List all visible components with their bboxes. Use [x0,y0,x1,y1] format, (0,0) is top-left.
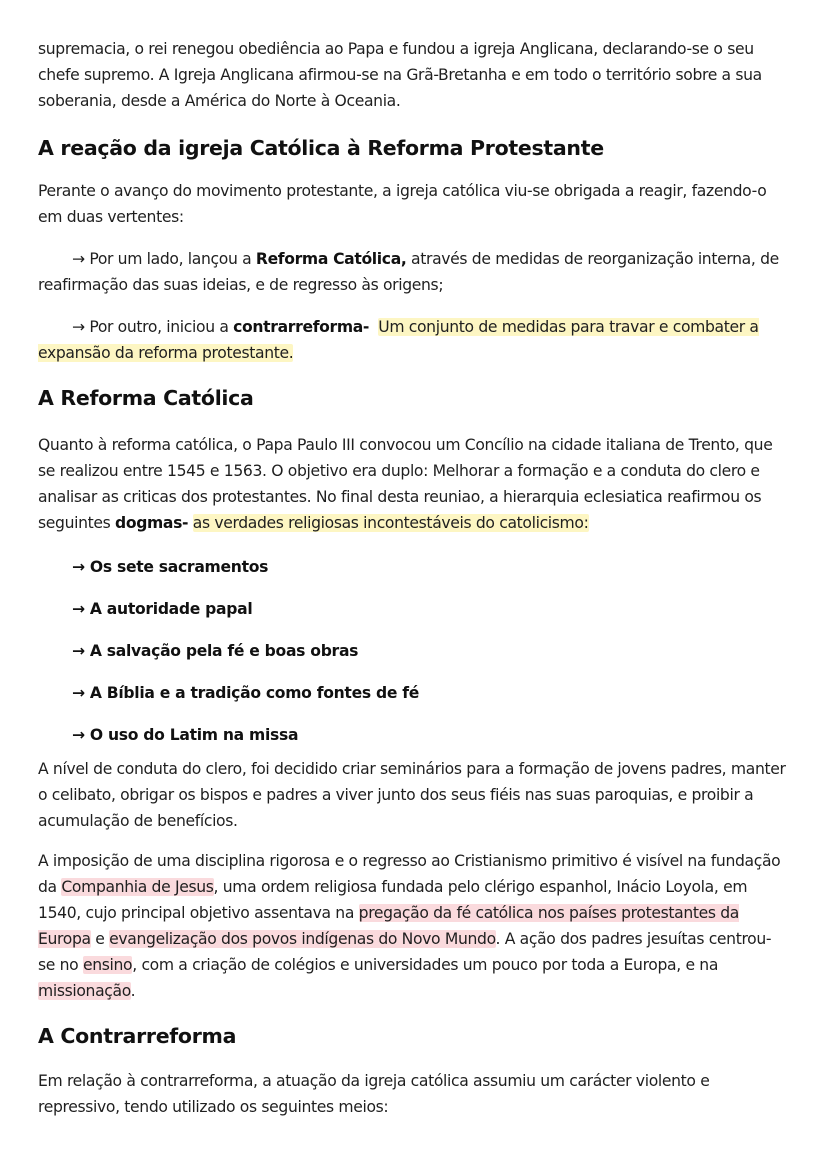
text-run: . A ação dos padres jesuítas centrou-se no [38,930,772,974]
reaction-item-reforma-catolica [38,246,788,298]
highlight-missionacao: missionação [38,982,131,1000]
clergy-paragraph: A nível de conduta do clero, foi decidido criar seminários para a formação de jovens padres, manter o celibato, obrigar os bispos e padres a viver junto dos seus fiéis nas suas paroquias, e proibir a acumulação de benefícios. [38,760,786,830]
item-prefix: Por outro, iniciou a [89,318,234,336]
trento-paragraph [38,432,788,536]
heading-contrarreforma: A Contrarreforma [38,1024,237,1048]
dogma-item: → A autoridade papal [72,600,253,618]
intro-paragraph: supremacia, o rei renegou obediência ao Papa e fundou a igreja Anglicana, declarando-se o seu chefe supremo. A Igreja Anglicana afirmou-se na Grã-Bretanha e em todo o território sobre a sua soberania, desde a América do Norte à Oceania. [38,40,762,110]
heading-reforma-catolica: A Reforma Católica [38,386,254,410]
item-bold-term: Reforma Católica, [255,250,407,268]
text-run: . [130,982,136,1000]
text-run: , com a criação de colégios e universidades um pouco por toda a Europa, e na [132,956,719,974]
dogma-item: → A salvação pela fé e boas obras [72,642,359,660]
item-rest: através de medidas de reorganização interna, de reafirmação das suas ideias, e de regresso às origens; [38,250,779,294]
trento-text: Quanto à reforma católica, o Papa Paulo III convocou um Concílio na cidade italiana de Trento, que se realizou entre 1545 e 1563. O objetivo era duplo: Melhorar a formação e a conduta do clero e analisar as criticas dos protestantes. No final desta reuniao, a hierarquia eclesiatica reafirmou os seguintes [38,436,773,532]
highlight-ensino: ensino [82,956,133,974]
heading-reaction: A reação da igreja Católica à Reforma Protestante [38,136,604,160]
reaction-item-contrarreforma [38,314,788,366]
text-run: , uma ordem religiosa fundada pelo clérigo espanhol, Inácio Loyola, em 1540, cujo principal objetivo assentava na [38,878,748,922]
arrow-right-icon: → [72,250,85,268]
dogmas-list [38,554,788,764]
dogma-item: → Os sete sacramentos [72,558,269,576]
dogma-item: → O uso do Latim na missa [72,726,299,744]
dogmas-term: dogmas- [115,514,189,532]
contrarreforma-paragraph: Em relação à contrarreforma, a atuação da igreja católica assumiu um carácter violento e repressivo, tendo utilizado os seguintes meios: [38,1072,710,1116]
highlight-evangelizacao: evangelização dos povos indígenas do Novo Mundo [109,930,496,948]
item-bold-term: contrarreforma- [233,318,370,336]
dogmas-definition: as verdades religiosas incontestáveis do catolicismo: [192,514,589,532]
arrow-right-icon: → [72,318,85,336]
reaction-paragraph: Perante o avanço do movimento protestante, a igreja católica viu-se obrigada a reagir, fazendo-o em duas vertentes: [38,182,767,226]
highlight-companhia-de-jesus: Companhia de Jesus [61,878,214,896]
highlighted-definition: Um conjunto de medidas para travar e combater a expansão da reforma protestante. [38,318,759,362]
jesuits-paragraph [38,848,788,1004]
item-prefix: Por um lado, lançou a [89,250,256,268]
text-run: A imposição de uma disciplina rigorosa e o regresso ao Cristianismo primitivo é visível na fundação da [38,852,781,896]
highlight-pregacao: pregação da fé católica nos países protestantes da Europa [38,904,739,948]
text-run: e [90,930,110,948]
dogma-item: → A Bíblia e a tradição como fontes de fé [72,684,419,702]
